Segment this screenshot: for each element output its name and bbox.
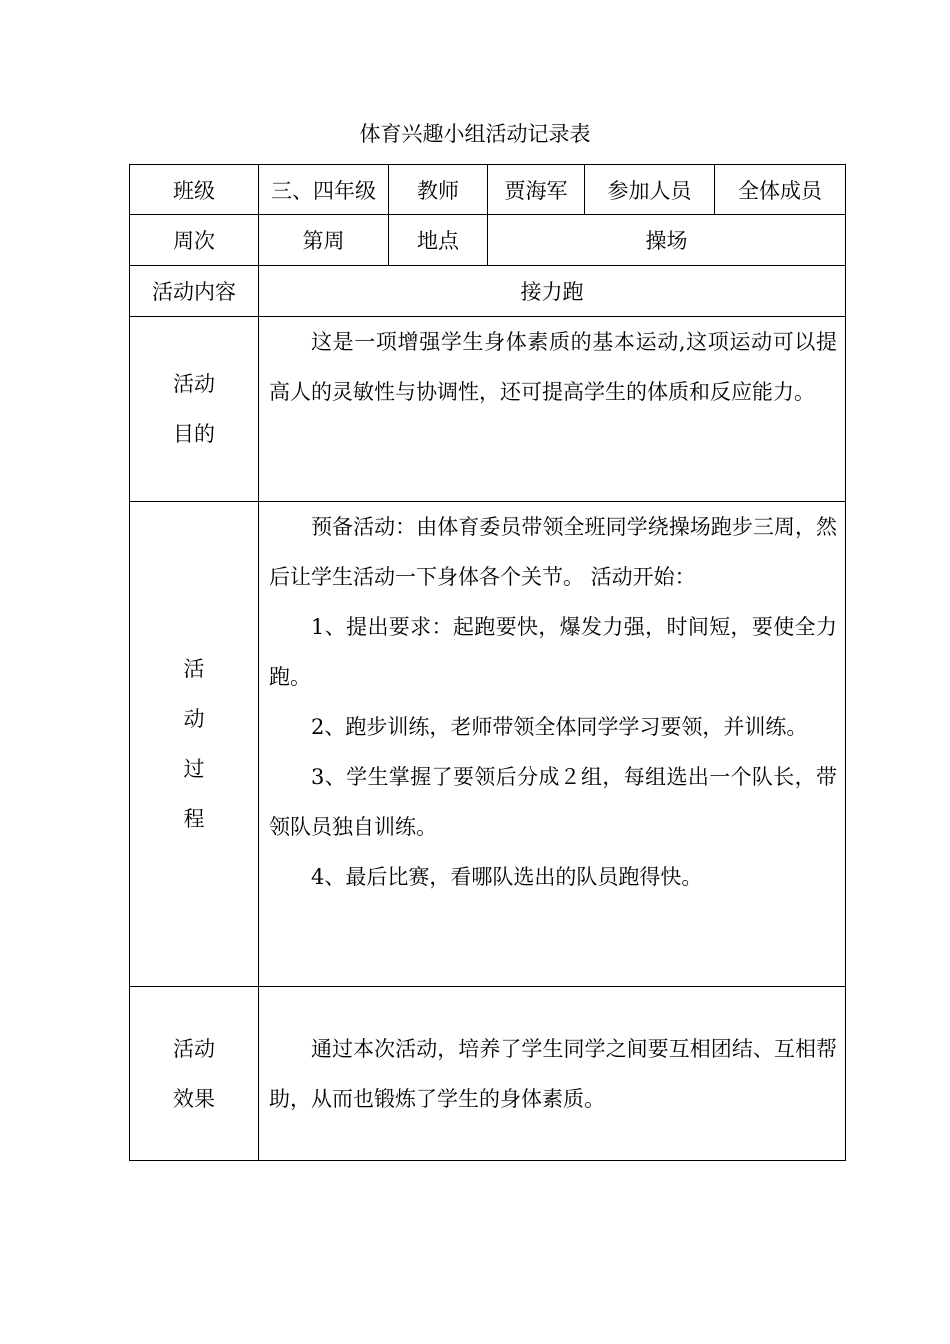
teacher-label: 教师 — [389, 165, 488, 215]
row-process — [130, 502, 846, 987]
purpose-label-line2: 目的 — [173, 422, 215, 446]
effect-label — [130, 987, 259, 1161]
process-label-char: 动 — [183, 707, 205, 731]
participants-value: 全体成员 — [715, 165, 846, 215]
row-purpose — [130, 317, 846, 502]
activity-record-table — [129, 164, 846, 1161]
class-value: 三、四年级 — [259, 165, 389, 215]
process-label-char: 过 — [183, 757, 205, 781]
class-label: 班级 — [130, 165, 259, 215]
row-week — [130, 215, 846, 266]
row-class — [130, 165, 846, 215]
teacher-value: 贾海军 — [488, 165, 585, 215]
place-value: 操场 — [488, 215, 846, 266]
process-cell — [259, 502, 846, 987]
process-label-char: 程 — [183, 807, 205, 831]
week-value: 第周 — [259, 215, 389, 266]
process-paragraph: 1、提出要求：起跑要快，爆发力强，时间短，要使全力跑。 — [269, 615, 837, 689]
process-paragraph: 预备活动：由体育委员带领全班同学绕操场跑步三周，然后让学生活动一下身体各个关节。 活动开始： — [269, 515, 837, 589]
effect-label-line1: 活动 — [173, 1036, 215, 1061]
process-paragraph: 4、最后比赛，看哪队选出的队员跑得快。 — [311, 865, 703, 889]
effect-text: 通过本次活动，培养了学生同学之间要互相团结、互相帮助，从而也锻炼了学生的身体素质。 — [269, 1036, 837, 1111]
row-content — [130, 266, 846, 317]
process-label-char: 活 — [183, 657, 205, 681]
effect-cell — [259, 987, 846, 1161]
purpose-text: 这是一项增强学生身体素质的基本运动,这项运动可以提高人的灵敏性与协调性，还可提高学生的体质和反应能力。 — [269, 330, 837, 404]
effect-label-line2: 效果 — [173, 1086, 215, 1111]
content-value: 接力跑 — [259, 266, 846, 317]
purpose-label-line1: 活动 — [173, 372, 215, 396]
process-paragraph: 2、跑步训练，老师带领全体同学学习要领，并训练。 — [311, 715, 808, 739]
purpose-cell — [259, 317, 846, 502]
place-label: 地点 — [389, 215, 488, 266]
process-paragraph: 3、学生掌握了要领后分成２组，每组选出一个队长，带领队员独自训练。 — [269, 765, 837, 839]
page-title: 体育兴趣小组活动记录表 — [359, 122, 591, 146]
participants-label: 参加人员 — [585, 165, 715, 215]
process-label — [130, 502, 259, 987]
week-label: 周次 — [130, 215, 259, 266]
row-effect — [130, 987, 846, 1161]
purpose-label — [130, 317, 259, 502]
content-label: 活动内容 — [130, 266, 259, 317]
